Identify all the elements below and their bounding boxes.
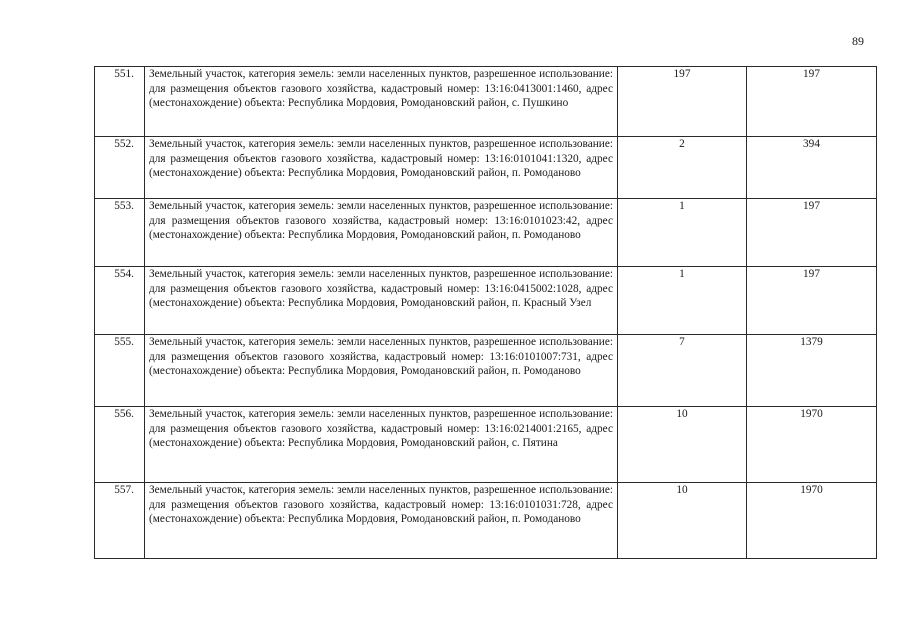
row-number: 552.: [95, 137, 145, 199]
row-description: Земельный участок, категория земель: земли населенных пунктов, разрешенное использование: для размещения объектов газового хозяйства, кадастровый номер: 13:16:0214001:2165, адрес (местонахождение) объекта: Республика Мордовия, Ромодановский район, с. Пятина: [145, 407, 618, 483]
row-quantity: 7: [618, 335, 747, 407]
row-description: Земельный участок, категория земель: земли населенных пунктов, разрешенное использование: для размещения объектов газового хозяйства, кадастровый номер: 13:16:0413001:1460, адрес (местонахождение) объекта: Республика Мордовия, Ромодановский район, с. Пушкино: [145, 67, 618, 137]
row-area: 1970: [747, 483, 877, 559]
table-row: [95, 483, 877, 559]
row-quantity: 10: [618, 407, 747, 483]
table-row: [95, 267, 877, 335]
row-area: 197: [747, 267, 877, 335]
row-quantity: 1: [618, 199, 747, 267]
row-description: Земельный участок, категория земель: земли населенных пунктов, разрешенное использование: для размещения объектов газового хозяйства, кадастровый номер: 13:16:0101023:42, адрес (местонахождение) объекта: Республика Мордовия, Ромодановский район, п. Ромоданово: [145, 199, 618, 267]
row-description: Земельный участок, категория земель: земли населенных пунктов, разрешенное использование: для размещения объектов газового хозяйства, кадастровый номер: 13:16:0101041:1320, адрес (местонахождение) объекта: Республика Мордовия, Ромодановский район, п. Ромоданово: [145, 137, 618, 199]
row-number: 557.: [95, 483, 145, 559]
table-row: [95, 137, 877, 199]
table-row: [95, 335, 877, 407]
row-quantity: 10: [618, 483, 747, 559]
row-area: 1379: [747, 335, 877, 407]
page-number: 89: [852, 34, 864, 48]
table-row: [95, 67, 877, 137]
row-description: Земельный участок, категория земель: земли населенных пунктов, разрешенное использование: для размещения объектов газового хозяйства, кадастровый номер: 13:16:0101031:728, адрес (местонахождение) объекта: Республика Мордовия, Ромодановский район, п. Ромоданово: [145, 483, 618, 559]
row-quantity: 1: [618, 267, 747, 335]
row-description: Земельный участок, категория земель: земли населенных пунктов, разрешенное использование: для размещения объектов газового хозяйства, кадастровый номер: 13:16:0101007:731, адрес (местонахождение) объекта: Республика Мордовия, Ромодановский район, п. Ромоданово: [145, 335, 618, 407]
row-number: 556.: [95, 407, 145, 483]
row-area: 394: [747, 137, 877, 199]
row-number: 554.: [95, 267, 145, 335]
row-area: 197: [747, 199, 877, 267]
row-number: 551.: [95, 67, 145, 137]
table-row: [95, 199, 877, 267]
row-area: 1970: [747, 407, 877, 483]
land-plots-table: [94, 66, 877, 559]
row-number: 555.: [95, 335, 145, 407]
row-number: 553.: [95, 199, 145, 267]
row-quantity: 197: [618, 67, 747, 137]
table-row: [95, 407, 877, 483]
row-description: Земельный участок, категория земель: земли населенных пунктов, разрешенное использование: для размещения объектов газового хозяйства, кадастровый номер: 13:16:0415002:1028, адрес (местонахождение) объекта: Республика Мордовия, Ромодановский район, п. Красный Узел: [145, 267, 618, 335]
row-area: 197: [747, 67, 877, 137]
row-quantity: 2: [618, 137, 747, 199]
